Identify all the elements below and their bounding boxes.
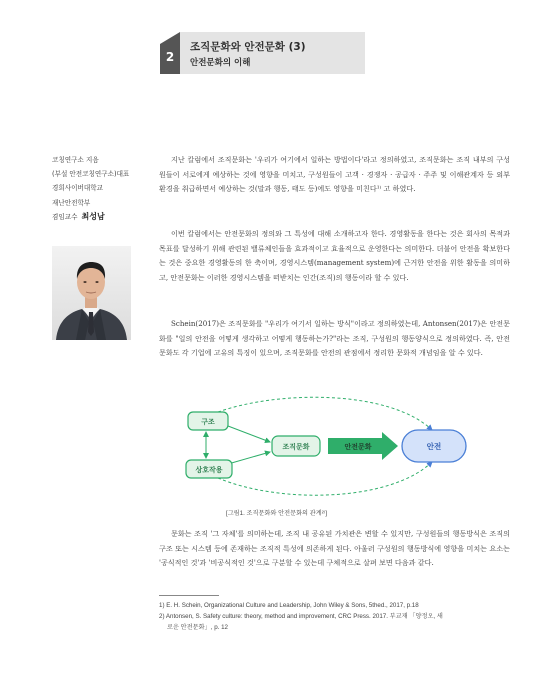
- body-paragraph-2: [159, 227, 510, 285]
- author-info: [52, 153, 152, 224]
- author-title-line: [52, 210, 152, 224]
- header-corner-fold: [160, 32, 180, 44]
- author-line: 코칭연구소 지음: [52, 156, 99, 164]
- author-line: 재난안전학부: [52, 198, 91, 207]
- paragraph-text: 문화는 조직 '그 자체'를 의미하는데, 조직 내 공유된 가치관은 변할 수 있지만, 구성원들의 행동방식은 조직의 구조 또는 시스템 등에 존재하는 조직적 특성에 의존하게 된다. 아울러 구성원의 행동방식에 영향을 미치는 요소는 '공식적인 것'과 '비공식적인 것'으로 구분할 수 있는데 구체적으로 살펴 보면 다음과 같다.: [159, 529, 510, 568]
- label-safety: 안전: [426, 442, 442, 451]
- label-interaction: 상호작용: [195, 466, 223, 474]
- body-paragraph-4: [159, 527, 510, 571]
- footnote-1: 1) E. H. Schein, Organizational Culture and Leadership, John Wiley & Sons, 5thed., 2017, p.18: [159, 602, 419, 609]
- portrait-image: [52, 246, 131, 340]
- body-paragraph-3: [159, 317, 510, 361]
- diagram-svg: [170, 390, 500, 506]
- chapter-number: 2: [160, 32, 180, 74]
- author-name: 최성남: [81, 211, 105, 221]
- label-safety-culture: 안전문화: [344, 443, 372, 451]
- structure-to-culture-arrow: [228, 426, 270, 442]
- paragraph-text: 이번 칼럼에서는 안전문화의 정의와 그 특성에 대해 소개하고자 한다. 경영활동을 한다는 것은 회사의 목적과 목표를 달성하기 위해 관련된 밸류체인들을 효과적이고 효율적으로 운영한다는 의미한다. 더불어 안전을 확보한다는 것은 중요한 경영활동의 한 축이며, 경영시스템(management system)에 근거한 안전을 위한 활동을 의미하고, 안전문화는 이러한 경영시스템을 떠받치는 인간(조직)의 행동이라 할 수 있다.: [159, 229, 510, 282]
- chapter-subtitle: 안전문화의 이해: [190, 58, 251, 68]
- footnote-2: 2) Antonsen, S. Safety culture: theory, method and improvement, CRC Press. 2017. 부교재 「양정오, 새: [159, 613, 443, 621]
- culture-relationship-diagram: [170, 390, 500, 506]
- figure-caption: [그림1. 조직문화와 안전문화의 관계²⁾]: [225, 510, 327, 517]
- paragraph-text: 지난 칼럼에서 조직문화는 '우리가 여기에서 일하는 방법이다'라고 정의하였고, 조직문화는 조직 내부의 구성원들이 서로에게 예상하는 것에 영향을 미치고, 구성원들이 고객 · 경쟁자 · 공급자 · 주주 및 이해관계자 등 외부 환경을 취급하면서 예상하는 것(말과 행동, 태도 등)에도 영향을 미친다¹⁾ 고 하였다.: [159, 155, 510, 194]
- label-org-culture: 조직문화: [282, 443, 310, 451]
- author-title: 겸임교수: [52, 212, 78, 221]
- chapter-title: 조직문화와 안전문화 (3): [190, 41, 306, 53]
- footnote-2-continued: 로운 안전문화」, p. 12: [167, 624, 228, 632]
- footnote-rule: [159, 595, 219, 596]
- paragraph-text: Schein(2017)은 조직문화를 "우리가 여기서 일하는 방식"이라고 정의하였는데, Antonsen(2017)은 안전문화를 "일의 안전을 어떻게 생각하고 어떻게 행동하는가?"라는 조직, 구성원의 행동양식으로 정의하였다. 즉, 안전문화도 각 기업에 고유의 특징이 있으며, 조직문화를 안전의 관점에서 정리한 문화적 개념임을 알 수 있다.: [159, 319, 510, 358]
- body-paragraph-1: [159, 153, 510, 197]
- dashed-arc-top: [218, 397, 432, 430]
- author-line: 경희사이버대학교: [52, 184, 103, 193]
- label-structure: 구조: [201, 418, 215, 426]
- author-line: (부설 안전코칭연구소)대표: [52, 170, 130, 179]
- interaction-to-culture-arrow: [228, 452, 270, 464]
- chapter-header: [160, 32, 365, 74]
- dashed-arc-bottom: [218, 462, 432, 495]
- author-photo: [52, 246, 131, 340]
- footnotes: [159, 600, 511, 634]
